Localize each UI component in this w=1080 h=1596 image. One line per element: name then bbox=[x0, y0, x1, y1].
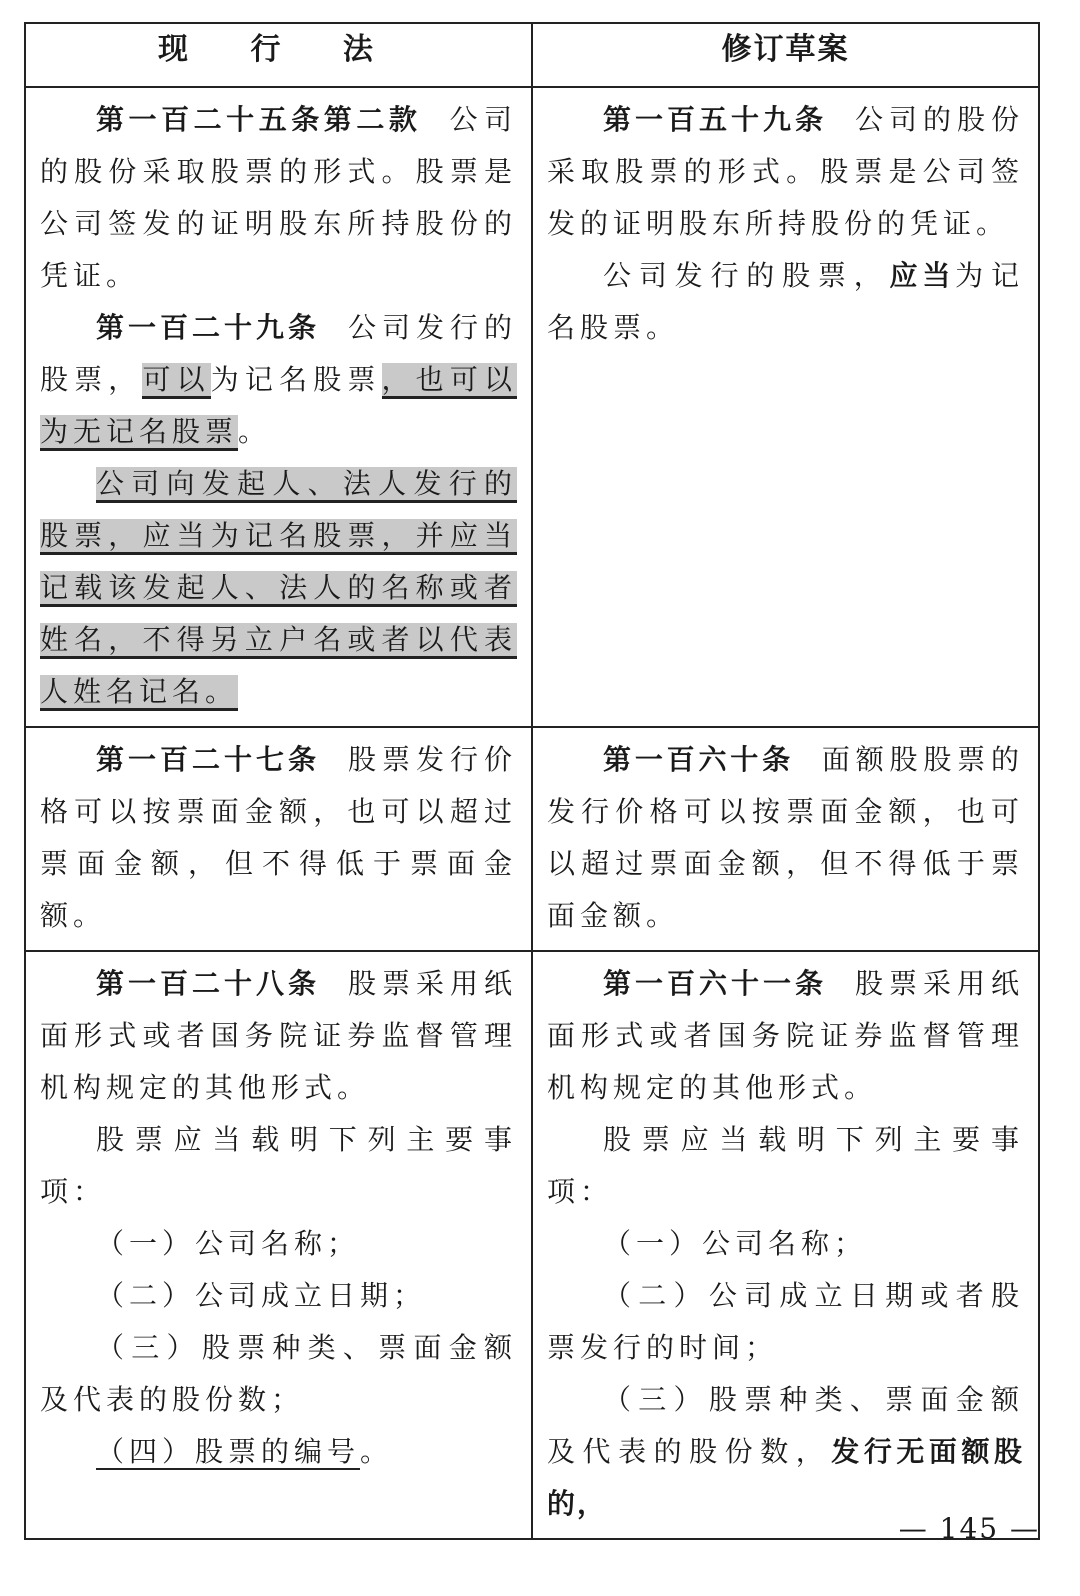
current-law-cell bbox=[25, 727, 532, 951]
page-number: — 145 — bbox=[898, 1512, 1040, 1545]
article-text: 为记名股票。 bbox=[547, 259, 1024, 344]
article-number: 第一百二十五条第二款 bbox=[96, 103, 422, 136]
article-number: 第一百五十九条 bbox=[603, 103, 827, 136]
article-paragraph bbox=[40, 958, 517, 1114]
list-item: （二）公司成立日期或者股票发行的时间； bbox=[547, 1279, 1024, 1364]
table-row bbox=[25, 951, 1039, 1539]
underlined-text: （四）股票的编号 bbox=[96, 1435, 361, 1468]
added-text-bold: 发行无面额股的， bbox=[547, 1435, 1024, 1520]
article-text: 。 bbox=[360, 1435, 394, 1468]
article-paragraph: 股票应当载明下列主要事项： bbox=[547, 1123, 1024, 1208]
article-text: 股票采用纸面形式或者国务院证券监督管理机构规定的其他形式。 bbox=[547, 967, 1024, 1104]
article-text: 公司发行的股票， bbox=[40, 311, 517, 396]
article-paragraph bbox=[40, 734, 517, 942]
list-item: （一）公司名称； bbox=[96, 1227, 361, 1260]
list-item bbox=[547, 1374, 1024, 1530]
article-text: （三）股票种类、票面金额及代表的股份数， bbox=[547, 1383, 1024, 1468]
article-text: 股票采用纸面形式或者国务院证券监督管理机构规定的其他形式。 bbox=[40, 967, 517, 1104]
article-text: 。 bbox=[238, 415, 272, 448]
header-current-law: 现 行 法 bbox=[25, 23, 532, 87]
deleted-text-highlight: 可以 bbox=[142, 363, 210, 399]
table-row bbox=[25, 87, 1039, 727]
article-text: 面额股股票的发行价格可以按票面金额，也可以超过票面金额，但不得低于票面金额。 bbox=[547, 743, 1024, 932]
list-item: （二）公司成立日期； bbox=[96, 1279, 427, 1312]
revised-draft-cell bbox=[532, 87, 1039, 727]
article-paragraph bbox=[40, 302, 517, 458]
table-row bbox=[25, 727, 1039, 951]
article-paragraph bbox=[547, 958, 1024, 1114]
article-number: 第一百二十七条 bbox=[96, 743, 320, 776]
article-paragraph: 股票应当载明下列主要事项： bbox=[40, 1123, 517, 1208]
revised-draft-cell bbox=[532, 951, 1039, 1539]
current-law-cell bbox=[25, 87, 532, 727]
article-paragraph bbox=[547, 250, 1024, 354]
current-law-cell bbox=[25, 951, 532, 1539]
deleted-text-highlight: ，也可以为无记名股票 bbox=[40, 363, 517, 451]
revised-draft-cell bbox=[532, 727, 1039, 951]
article-text: 公司发行的股票， bbox=[603, 259, 890, 292]
deleted-text-highlight: 公司向发起人、法人发行的股票，应当为记名股票，并应当记载该发起人、法人的名称或者姓名，不得另立户名或者以代表人姓名记名。 bbox=[40, 467, 517, 711]
article-paragraph bbox=[547, 94, 1024, 250]
article-text: 股票发行价格可以按票面金额，也可以超过票面金额，但不得低于票面金额。 bbox=[40, 743, 517, 932]
article-text: 为记名股票 bbox=[210, 363, 382, 396]
list-item: （一）公司名称； bbox=[603, 1227, 868, 1260]
article-paragraph bbox=[547, 734, 1024, 942]
table-header-row bbox=[25, 23, 1039, 87]
article-text: 公司的股份采取股票的形式。股票是公司签发的证明股东所持股份的凭证。 bbox=[547, 103, 1024, 240]
added-text-bold: 应当 bbox=[889, 259, 956, 292]
list-item bbox=[40, 1426, 517, 1478]
article-number: 第一百二十八条 bbox=[96, 967, 320, 1000]
header-revised-draft: 修订草案 bbox=[532, 23, 1039, 87]
article-number: 第一百二十九条 bbox=[96, 311, 320, 344]
article-text: 公司的股份采取股票的形式。股票是公司签发的证明股东所持股份的凭证。 bbox=[40, 103, 517, 292]
article-paragraph bbox=[40, 94, 517, 302]
comparison-table bbox=[24, 22, 1040, 1540]
article-number: 第一百六十一条 bbox=[603, 967, 827, 1000]
article-paragraph bbox=[40, 458, 517, 718]
list-item: （三）股票种类、票面金额及代表的股份数； bbox=[40, 1331, 517, 1416]
article-number: 第一百六十条 bbox=[603, 743, 794, 776]
